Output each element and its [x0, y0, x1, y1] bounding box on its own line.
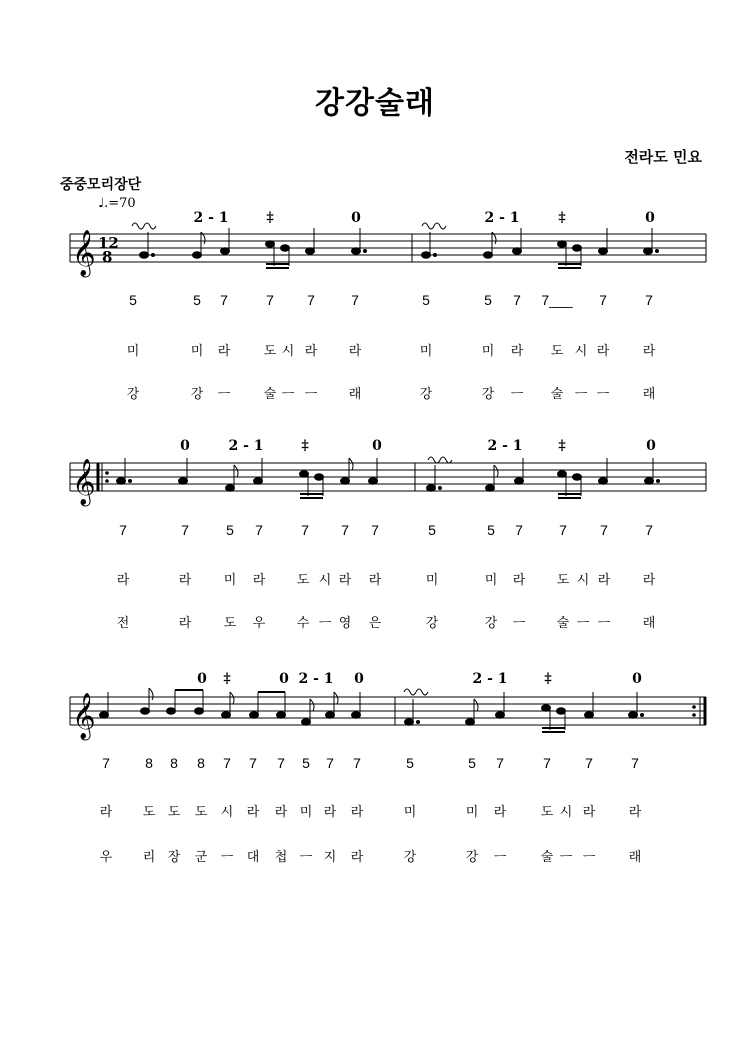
system-2-pitch-number: 5: [226, 522, 234, 538]
system-3-solfege-syllable: 라: [323, 805, 337, 820]
tempo-marking: ♩.=70: [98, 196, 136, 211]
system-1-pitch-number: 7: [220, 292, 228, 308]
system-2-lyric-syllable: 수: [296, 616, 310, 631]
system-3-lyric-syllable: ㅡ: [582, 850, 596, 865]
system-3-pitch-number: 8: [170, 755, 178, 771]
system-1-solfege-syllable: 라: [596, 344, 610, 359]
system-3-pitch-number: 8: [145, 755, 153, 771]
system-2-solfege-syllable: 라: [368, 573, 382, 588]
system-1-lyric-syllable: 강: [419, 387, 433, 402]
system-3-solfege-syllable: 도: [167, 805, 181, 820]
system-2-solfege-syllable: 라: [597, 573, 611, 588]
system-1-lyric-syllable: 술: [550, 387, 564, 402]
system-2-pitch-number: 7: [645, 522, 653, 538]
system-2-fingering-mark: 0: [372, 438, 382, 454]
system-1-lyric-syllable: 래: [642, 387, 656, 402]
system-3-pitch-number: 5: [302, 755, 310, 771]
system-3-solfege-syllable: 시: [220, 805, 234, 820]
system-1-pitch-number: 7: [266, 292, 274, 308]
system-2-fingering-mark: 0: [646, 438, 656, 454]
system-2-fingering-mark: 2 - 1: [487, 438, 523, 454]
system-3-pitch-number: 7: [223, 755, 231, 771]
system-2-lyric-syllable: 강: [484, 616, 498, 631]
system-1-lyric-syllable: 래: [348, 387, 362, 402]
system-3-pitch-number: 7: [585, 755, 593, 771]
system-2-solfege-syllable: 라: [116, 573, 130, 588]
system-1-pitch-number: 7: [645, 292, 653, 308]
system-1-solfege-syllable: 라: [304, 344, 318, 359]
system-2-solfege-syllable: 라: [512, 573, 526, 588]
system-1-pitch-number: 5: [484, 292, 492, 308]
system-2-lyric-syllable: 도: [223, 616, 237, 631]
system-3-lyric-syllable: ㅡ: [299, 850, 313, 865]
system-1-solfege-syllable: 시: [281, 344, 295, 359]
system-3-fingering-mark: 0: [632, 671, 642, 687]
system-3-pitch-number: 7: [543, 755, 551, 771]
system-2-solfege-syllable: 라: [642, 573, 656, 588]
system-1-solfege-syllable: 라: [348, 344, 362, 359]
system-2-solfege-syllable: 미: [425, 573, 439, 588]
system-3-lyric-syllable: 술: [540, 850, 554, 865]
system-2-solfege-syllable: 도: [296, 573, 310, 588]
system-1-solfege-syllable: 도: [550, 344, 564, 359]
system-3-lyric-syllable: ㅡ: [559, 850, 573, 865]
system-3-lyric-syllable: 첩: [274, 850, 288, 865]
system-3-fingering-mark: 0: [197, 671, 207, 687]
system-3-lyric-syllable: 군: [194, 850, 208, 865]
system-1-solfege-syllable: 미: [190, 344, 204, 359]
system-3-solfege-syllable: 시: [559, 805, 573, 820]
system-3-lyric-syllable: 래: [628, 850, 642, 865]
system-3-solfege-syllable: 미: [403, 805, 417, 820]
system-3-solfege-syllable: 도: [194, 805, 208, 820]
system-3-solfege-syllable: 도: [540, 805, 554, 820]
system-1-lyric-syllable: ㅡ: [596, 387, 610, 402]
system-2-lyric-syllable: 래: [642, 616, 656, 631]
system-2-solfege-syllable: 도: [556, 573, 570, 588]
system-3-solfege-syllable: 라: [350, 805, 364, 820]
system-3-lyric-syllable: 강: [403, 850, 417, 865]
system-1-fingering-mark: 0: [645, 210, 655, 226]
svg-text:𝄞: 𝄞: [72, 459, 96, 505]
system-2-pitch-number: 5: [428, 522, 436, 538]
system-2-lyric-syllable: 강: [425, 616, 439, 631]
system-3-pitch-number: 5: [468, 755, 476, 771]
system-1-lyric-syllable: ㅡ: [574, 387, 588, 402]
system-3-lyric-syllable: 강: [465, 850, 479, 865]
system-1-pitch-number: 5: [129, 292, 137, 308]
system-2-lyric-syllable: ㅡ: [512, 616, 526, 631]
system-2-lyric-syllable: 라: [178, 616, 192, 631]
system-2-pitch-number: 7: [119, 522, 127, 538]
system-3-solfege-syllable: 라: [493, 805, 507, 820]
system-2-solfege-syllable: 미: [223, 573, 237, 588]
system-2-pitch-number: 7: [559, 522, 567, 538]
system-3-pitch-number: 7: [326, 755, 334, 771]
system-1-lyric-syllable: ㅡ: [217, 387, 231, 402]
time-signature-bottom: 8: [102, 248, 113, 266]
system-3-fingering-mark: 0: [279, 671, 289, 687]
system-2-solfege-syllable: 라: [252, 573, 266, 588]
system-3-solfege-syllable: 라: [628, 805, 642, 820]
system-2-pitch-number: 7: [515, 522, 523, 538]
system-1-solfege-syllable: 시: [574, 344, 588, 359]
system-3-solfege-syllable: 라: [99, 805, 113, 820]
system-1-lyric-syllable: ㅡ: [281, 387, 295, 402]
system-2-fingering-mark: 2 - 1: [228, 438, 264, 454]
system-2-fingering-mark: ‡: [301, 438, 309, 454]
system-2-pitch-number: 5: [487, 522, 495, 538]
system-3-solfege-syllable: 라: [246, 805, 260, 820]
system-1-pitch-number: 5: [193, 292, 201, 308]
system-1-lyric-syllable: 술: [263, 387, 277, 402]
system-2-lyric-syllable: ㅡ: [576, 616, 590, 631]
system-3-solfege-syllable: 도: [142, 805, 156, 820]
system-2-lyric-syllable: 우: [252, 616, 266, 631]
system-1-pitch-number: 7: [599, 292, 607, 308]
system-3-lyric-syllable: 리: [142, 850, 156, 865]
region-label: 전라도 민요: [624, 148, 702, 166]
system-2-lyric-syllable: 전: [116, 616, 130, 631]
system-1-fingering-mark: ‡: [266, 210, 274, 226]
system-3-pitch-number: 7: [102, 755, 110, 771]
system-2-pitch-number: 7: [341, 522, 349, 538]
svg-text:𝄞: 𝄞: [72, 230, 96, 276]
system-3-fingering-mark: ‡: [223, 671, 231, 687]
system-2-pitch-number: 7: [371, 522, 379, 538]
system-2-lyric-syllable: ㅡ: [318, 616, 332, 631]
system-3-lyric-syllable: 장: [167, 850, 181, 865]
system-1-solfege-syllable: 라: [510, 344, 524, 359]
system-1-pitch-number: 7: [513, 292, 521, 308]
system-2-fingering-mark: ‡: [558, 438, 566, 454]
svg-text:𝄞: 𝄞: [72, 693, 96, 739]
system-1-solfege-syllable: 미: [419, 344, 433, 359]
system-1-solfege-syllable: 라: [642, 344, 656, 359]
system-3-solfege-syllable: 라: [274, 805, 288, 820]
system-3-pitch-number: 7: [353, 755, 361, 771]
system-1-solfege-syllable: 라: [217, 344, 231, 359]
song-title: 강강술래: [315, 86, 435, 121]
system-3-lyric-syllable: ㅡ: [220, 850, 234, 865]
system-3-pitch-number: 7: [277, 755, 285, 771]
system-3-pitch-number: 8: [197, 755, 205, 771]
system-2-pitch-number: 7: [301, 522, 309, 538]
system-1-lyric-syllable: 강: [481, 387, 495, 402]
system-1-pitch-number: 7: [351, 292, 359, 308]
system-2-lyric-syllable: 은: [368, 616, 382, 631]
system-2-pitch-number: 7: [255, 522, 263, 538]
system-3-pitch-number: 7: [249, 755, 257, 771]
system-2-fingering-mark: 0: [180, 438, 190, 454]
system-3-solfege-syllable: 미: [465, 805, 479, 820]
system-3-lyric-syllable: ㅡ: [493, 850, 507, 865]
system-1-fingering-mark: ‡: [558, 210, 566, 226]
system-3-lyric-syllable: 지: [323, 850, 337, 865]
system-2-pitch-number: 7: [600, 522, 608, 538]
system-1-fingering-mark: 2 - 1: [484, 210, 520, 226]
system-2-solfege-syllable: 시: [318, 573, 332, 588]
system-3-lyric-syllable: 대: [246, 850, 260, 865]
system-3-lyric-syllable: 우: [99, 850, 113, 865]
system-2-solfege-syllable: 라: [338, 573, 352, 588]
system-1-lyric-syllable: ㅡ: [510, 387, 524, 402]
system-1-pitch-number: 5: [422, 292, 430, 308]
system-2-lyric-syllable: 영: [338, 616, 352, 631]
system-1-fingering-mark: 2 - 1: [193, 210, 229, 226]
system-3-pitch-number: 5: [406, 755, 414, 771]
system-3-lyric-syllable: 라: [350, 850, 364, 865]
system-3-pitch-number: 7: [631, 755, 639, 771]
system-3-fingering-mark: 2 - 1: [298, 671, 334, 687]
system-2-lyric-syllable: 술: [556, 616, 570, 631]
system-2-solfege-syllable: 라: [178, 573, 192, 588]
system-3-fingering-mark: 2 - 1: [472, 671, 508, 687]
system-2-solfege-syllable: 시: [576, 573, 590, 588]
system-1-lyric-syllable: 강: [126, 387, 140, 402]
system-1-solfege-syllable: 미: [126, 344, 140, 359]
system-1-solfege-syllable: 미: [481, 344, 495, 359]
system-3-fingering-mark: ‡: [544, 671, 552, 687]
system-2-lyric-syllable: ㅡ: [597, 616, 611, 631]
system-1-pitch-number: 7: [307, 292, 315, 308]
system-3-solfege-syllable: 라: [582, 805, 596, 820]
system-1-lyric-syllable: ㅡ: [304, 387, 318, 402]
system-2-solfege-syllable: 미: [484, 573, 498, 588]
system-3-solfege-syllable: 미: [299, 805, 313, 820]
system-1-solfege-syllable: 도: [263, 344, 277, 359]
system-1-lyric-syllable: 강: [190, 387, 204, 402]
time-signature-top: 12: [98, 234, 119, 252]
rhythm-label: 중중모리장단: [60, 177, 142, 193]
system-1-pitch-number: 7___: [541, 292, 573, 308]
system-2-pitch-number: 7: [181, 522, 189, 538]
system-1-fingering-mark: 0: [351, 210, 361, 226]
system-3-fingering-mark: 0: [354, 671, 364, 687]
system-3-pitch-number: 7: [496, 755, 504, 771]
